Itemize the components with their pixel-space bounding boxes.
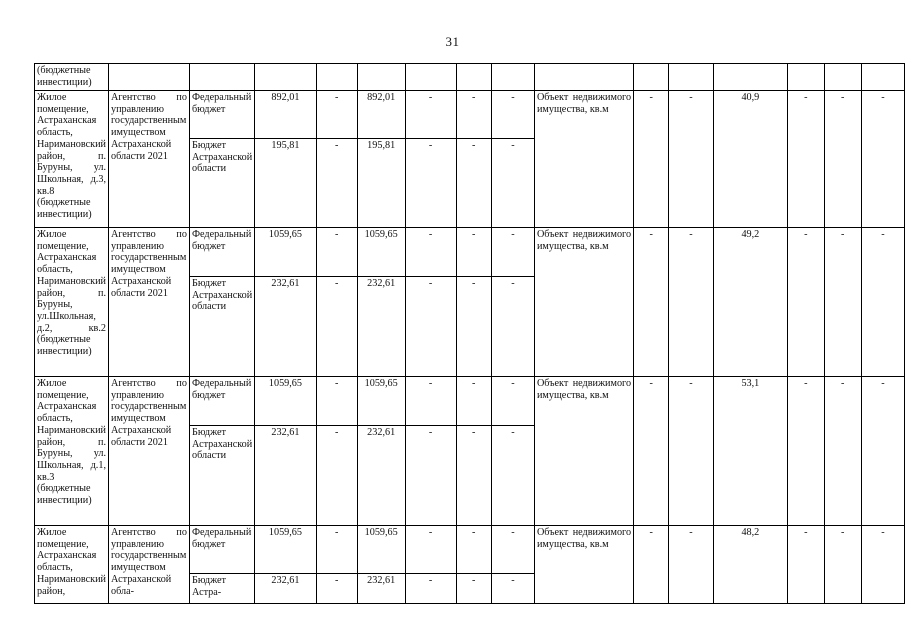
funding-source-cell (189, 574, 254, 604)
amount-cell (357, 574, 405, 604)
empty-cell (669, 64, 713, 91)
amount-cell (316, 574, 357, 604)
amount-cell-text: - (428, 92, 433, 103)
object-tail: (бюджетные инвестиции) (37, 65, 92, 88)
amount-cell-text: - (428, 378, 433, 389)
amount-cell-text: - (511, 378, 515, 389)
amount-total-cell (255, 574, 316, 604)
amount-cell-text: - (335, 427, 339, 438)
funding-source-cell-text: Федеральный бюджет (191, 378, 252, 401)
area-value-cell-text: 53,1 (741, 378, 760, 389)
amount-cell-text: 1059,65 (364, 229, 398, 240)
area-value-cell (713, 228, 788, 377)
empty-cell (824, 64, 861, 91)
amount-cell-text: 232,61 (367, 427, 396, 438)
amount-cell-text: - (428, 140, 433, 151)
indicator-value-cell (824, 526, 861, 604)
funding-source-cell-text: Бюджет Астраханской области (191, 427, 253, 462)
object-cell-text: Жилое помещение, Астраханская область, Наримановский район, (37, 527, 106, 597)
indicator-value-cell (669, 377, 713, 526)
amount-cell-text: 232,61 (367, 575, 396, 586)
indicator-value-cell (788, 91, 824, 228)
amount-total-cell-text: 232,61 (271, 427, 300, 438)
amount-cell-text: - (511, 278, 515, 289)
amount-total-cell-text: 892,01 (271, 92, 300, 103)
empty-cell (255, 64, 316, 91)
indicator-cell-text: Объект недвижимого имущества, кв.м (536, 229, 632, 252)
indicator-value-cell-text: - (804, 92, 808, 103)
customer-cell-text: Агентство по управлению государственным имуществом Астраханской области 2021 (111, 92, 187, 162)
amount-cell (491, 526, 534, 574)
budget-table (34, 63, 905, 604)
empty-cell (109, 64, 190, 91)
empty-cell (713, 64, 788, 91)
indicator-value-cell-text: - (649, 527, 653, 538)
object-cell (35, 526, 109, 604)
area-value-cell (713, 91, 788, 228)
amount-cell (316, 526, 357, 574)
funding-source-cell-text: Бюджет Астраханской области (191, 278, 253, 313)
table-row (35, 228, 905, 277)
amount-total-cell (255, 526, 316, 574)
amount-cell-text: - (335, 92, 339, 103)
funding-source-cell (189, 426, 254, 526)
empty-cell (861, 64, 904, 91)
object-cell (35, 64, 109, 91)
amount-cell-text: 1059,65 (364, 378, 398, 389)
amount-cell (405, 526, 456, 574)
amount-cell (491, 228, 534, 277)
customer-cell (109, 228, 190, 377)
indicator-cell-text: Объект недвижимого имущества, кв.м (536, 378, 632, 401)
amount-cell-text: 232,61 (367, 278, 396, 289)
amount-cell-text: - (335, 229, 339, 240)
amount-cell-text: - (471, 427, 476, 438)
amount-cell (405, 377, 456, 426)
funding-source-cell-text: Бюджет Астраханской области (191, 140, 253, 175)
amount-cell-text: - (471, 229, 476, 240)
table-row (35, 64, 905, 91)
amount-cell (316, 91, 357, 139)
indicator-value-cell (669, 91, 713, 228)
customer-cell (109, 91, 190, 228)
indicator-value-cell-text: - (689, 527, 693, 538)
indicator-value-cell-text: - (649, 229, 653, 240)
amount-cell-text: - (471, 575, 476, 586)
area-value-cell (713, 377, 788, 526)
amount-cell-text: - (428, 427, 433, 438)
indicator-cell-text: Объект недвижимого имущества, кв.м (536, 92, 632, 115)
amount-cell-text: - (471, 140, 476, 151)
amount-total-cell (255, 91, 316, 139)
indicator-value-cell (634, 526, 669, 604)
funding-source-cell (189, 277, 254, 377)
table-row (35, 526, 905, 574)
area-value-cell-text: 48,2 (741, 527, 760, 538)
amount-cell (357, 277, 405, 377)
funding-source-cell-text: Федеральный бюджет (191, 92, 252, 115)
indicator-value-cell (824, 91, 861, 228)
indicator-value-cell (861, 91, 904, 228)
indicator-value-cell-text: - (649, 92, 653, 103)
amount-cell (405, 277, 456, 377)
amount-cell (456, 377, 491, 426)
customer-cell (109, 526, 190, 604)
amount-cell (405, 228, 456, 277)
amount-cell (316, 277, 357, 377)
object-cell (35, 91, 109, 228)
amount-total-cell-text: 1059,65 (268, 378, 302, 389)
customer-cell (109, 377, 190, 526)
empty-cell (534, 64, 633, 91)
indicator-value-cell (634, 228, 669, 377)
amount-cell-text: - (428, 278, 433, 289)
object-cell (35, 228, 109, 377)
empty-cell (491, 64, 534, 91)
object-cell-text: Жилое помещение, Астраханская область, Наримановский район, п. Буруны, ул. Школьная, д.1, кв.3 (бюджетные инвестиции) (37, 378, 106, 507)
amount-cell (491, 377, 534, 426)
amount-total-cell (255, 377, 316, 426)
amount-cell-text: - (428, 575, 433, 586)
amount-cell-text: 1059,65 (364, 527, 398, 538)
amount-cell-text: 195,81 (367, 140, 396, 151)
indicator-cell (534, 377, 633, 526)
amount-total-cell-text: 1059,65 (268, 527, 302, 538)
indicator-value-cell-text: - (804, 378, 808, 389)
amount-total-cell (255, 277, 316, 377)
indicator-cell-text: Объект недвижимого имущества, кв.м (536, 527, 632, 550)
amount-cell-text: - (335, 527, 339, 538)
amount-cell-text: - (471, 527, 476, 538)
indicator-value-cell-text: - (649, 378, 653, 389)
amount-cell (456, 91, 491, 139)
area-value-cell-text: 40,9 (741, 92, 760, 103)
customer-cell-text: Агентство по управлению государственным имуществом Астраханской обла- (111, 527, 187, 597)
amount-cell (456, 426, 491, 526)
indicator-value-cell (788, 228, 824, 377)
amount-total-cell-text: 195,81 (271, 140, 300, 151)
page-number: 31 (445, 34, 460, 49)
amount-cell-text: - (335, 140, 339, 151)
indicator-value-cell-text: - (840, 92, 845, 103)
area-value-cell (713, 526, 788, 604)
amount-cell (316, 228, 357, 277)
table-row (35, 377, 905, 426)
indicator-cell (534, 526, 633, 604)
indicator-value-cell-text: - (689, 92, 693, 103)
amount-cell-text: 892,01 (367, 92, 396, 103)
amount-cell (491, 574, 534, 604)
object-cell-text: Жилое помещение, Астраханская область, Наримановский район, п. Буруны, ул. Школьная, д.3, кв.8 (бюджетные инвестиции) (37, 92, 106, 221)
funding-source-cell-text: Бюджет Астра- (191, 575, 226, 598)
amount-cell (357, 139, 405, 228)
amount-cell-text: - (511, 575, 515, 586)
amount-total-cell-text: 1059,65 (268, 229, 302, 240)
empty-cell (634, 64, 669, 91)
amount-total-cell (255, 426, 316, 526)
funding-source-cell (189, 526, 254, 574)
empty-cell (788, 64, 824, 91)
indicator-value-cell (788, 526, 824, 604)
empty-cell (357, 64, 405, 91)
funding-source-cell-text: Федеральный бюджет (191, 229, 252, 252)
amount-cell (491, 277, 534, 377)
amount-cell-text: - (471, 92, 476, 103)
empty-cell (405, 64, 456, 91)
funding-source-cell (189, 228, 254, 277)
amount-cell (316, 139, 357, 228)
funding-source-cell (189, 377, 254, 426)
indicator-cell (534, 91, 633, 228)
empty-cell (456, 64, 491, 91)
indicator-value-cell-text: - (881, 527, 885, 538)
amount-cell (357, 526, 405, 574)
amount-cell-text: - (335, 378, 339, 389)
customer-cell-text: Агентство по управлению государственным имуществом Астраханской области 2021 (111, 378, 187, 448)
indicator-value-cell-text: - (840, 527, 845, 538)
amount-cell-text: - (335, 278, 339, 289)
amount-cell (491, 91, 534, 139)
indicator-value-cell-text: - (881, 378, 885, 389)
amount-cell (491, 139, 534, 228)
amount-cell (456, 277, 491, 377)
indicator-value-cell-text: - (804, 527, 808, 538)
indicator-value-cell (669, 526, 713, 604)
table-row (35, 91, 905, 139)
area-value-cell-text: 49,2 (741, 229, 760, 240)
empty-cell (189, 64, 254, 91)
amount-cell (456, 526, 491, 574)
amount-cell (357, 228, 405, 277)
object-cell-text: Жилое помещение, Астраханская область, Наримановский район, п. Буруны, ул.Школьная, д.2, кв.2 (бюджетные инвестиции) (37, 229, 106, 358)
funding-source-cell (189, 91, 254, 139)
indicator-value-cell-text: - (689, 378, 693, 389)
indicator-value-cell-text: - (804, 229, 808, 240)
amount-cell-text: - (511, 140, 515, 151)
indicator-value-cell-text: - (881, 229, 885, 240)
indicator-value-cell (634, 91, 669, 228)
indicator-value-cell (861, 377, 904, 526)
amount-total-cell (255, 228, 316, 277)
amount-total-cell-text: 232,61 (271, 575, 300, 586)
indicator-value-cell (669, 228, 713, 377)
amount-cell (357, 91, 405, 139)
amount-cell-text: - (335, 575, 339, 586)
indicator-value-cell-text: - (840, 378, 845, 389)
amount-cell (456, 228, 491, 277)
amount-total-cell-text: 232,61 (271, 278, 300, 289)
funding-source-cell (189, 139, 254, 228)
amount-cell (357, 377, 405, 426)
indicator-value-cell-text: - (689, 229, 693, 240)
indicator-value-cell (861, 228, 904, 377)
indicator-value-cell (824, 228, 861, 377)
object-cell (35, 377, 109, 526)
funding-source-cell-text: Федеральный бюджет (191, 527, 252, 550)
amount-cell-text: - (511, 427, 515, 438)
amount-cell-text: - (511, 229, 515, 240)
amount-cell (405, 91, 456, 139)
amount-cell (357, 426, 405, 526)
amount-cell (491, 426, 534, 526)
amount-cell (405, 139, 456, 228)
amount-cell (405, 426, 456, 526)
amount-cell (316, 377, 357, 426)
amount-cell-text: - (471, 378, 476, 389)
amount-cell-text: - (511, 527, 515, 538)
indicator-value-cell-text: - (881, 92, 885, 103)
amount-cell-text: - (428, 229, 433, 240)
indicator-value-cell (788, 377, 824, 526)
indicator-value-cell-text: - (840, 229, 845, 240)
indicator-value-cell (861, 526, 904, 604)
amount-cell-text: - (471, 278, 476, 289)
amount-cell (316, 426, 357, 526)
empty-cell (316, 64, 357, 91)
indicator-value-cell (824, 377, 861, 526)
amount-total-cell (255, 139, 316, 228)
amount-cell (456, 574, 491, 604)
indicator-value-cell (634, 377, 669, 526)
amount-cell-text: - (511, 92, 515, 103)
indicator-cell (534, 228, 633, 377)
amount-cell (456, 139, 491, 228)
customer-cell-text: Агентство по управлению государственным имуществом Астраханской области 2021 (111, 229, 187, 299)
amount-cell (405, 574, 456, 604)
amount-cell-text: - (428, 527, 433, 538)
